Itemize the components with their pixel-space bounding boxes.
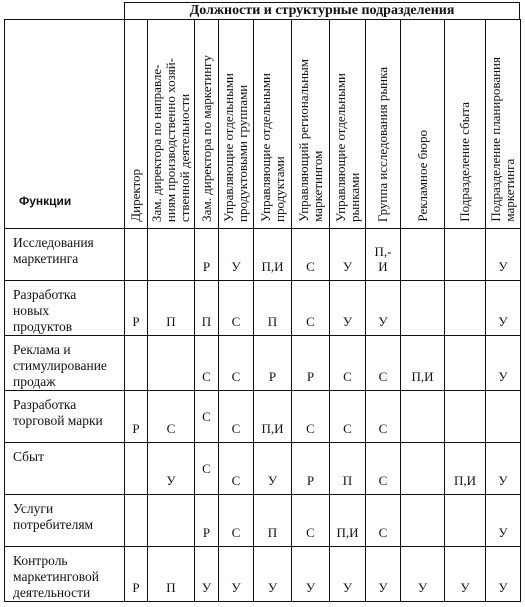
matrix-cell: У	[486, 547, 521, 602]
matrix-cell	[125, 443, 148, 495]
matrix-cell: У	[486, 229, 521, 281]
matrix-cell: У	[486, 281, 521, 336]
column-header-label: Подразделение планирования маркетинга	[488, 57, 517, 222]
matrix-cell: С	[366, 336, 401, 391]
table-row	[5, 547, 521, 602]
matrix-cell	[445, 229, 486, 281]
matrix-cell: Р	[125, 281, 148, 336]
column-header	[486, 20, 521, 229]
responsibility-matrix	[4, 19, 521, 602]
matrix-cell: У	[219, 547, 254, 602]
column-header	[219, 20, 254, 229]
column-header	[148, 20, 195, 229]
column-header	[401, 20, 445, 229]
matrix-cell: П,И	[330, 495, 366, 547]
matrix-cell: У	[330, 229, 366, 281]
matrix-cell	[148, 495, 195, 547]
table-row	[5, 495, 521, 547]
matrix-cell	[401, 229, 445, 281]
matrix-cell	[401, 281, 445, 336]
matrix-cell: У	[445, 547, 486, 602]
matrix-cell: У	[292, 547, 330, 602]
column-header-label: Подразделение сбыта	[457, 102, 472, 222]
matrix-cell: У	[330, 547, 366, 602]
column-header	[254, 20, 292, 229]
table-row	[5, 391, 521, 443]
matrix-cell: П,И	[401, 336, 445, 391]
matrix-cell	[401, 391, 445, 443]
matrix-cell: П,И	[254, 229, 292, 281]
table-row	[5, 443, 521, 495]
matrix-cell: С	[292, 281, 330, 336]
matrix-cell	[125, 495, 148, 547]
matrix-cell: У	[148, 443, 195, 495]
matrix-cell: С	[330, 391, 366, 443]
matrix-cell: Р	[125, 391, 148, 443]
column-header	[292, 20, 330, 229]
column-header-label: Директор	[128, 169, 143, 222]
column-header-label: Управляющие отдельными рынками	[332, 73, 362, 222]
functions-header: Функции	[5, 20, 125, 229]
column-header-label: Рекламное бюро	[414, 130, 430, 222]
matrix-cell	[445, 281, 486, 336]
function-cell: Разработка торговой марки	[5, 391, 125, 443]
column-header-label: Управляющие отдельными продуктовыми группами	[221, 73, 250, 222]
matrix-cell: С	[219, 495, 254, 547]
matrix-cell	[401, 443, 445, 495]
super-header: Должности и структурные подразделения	[124, 2, 520, 20]
column-header	[330, 20, 366, 229]
matrix-cell: С	[219, 443, 254, 495]
matrix-cell	[445, 391, 486, 443]
matrix-cell	[486, 391, 521, 443]
table-row	[5, 336, 521, 391]
matrix-cell: У	[254, 547, 292, 602]
matrix-cell: У	[254, 443, 292, 495]
matrix-cell: У	[486, 336, 521, 391]
matrix-cell: П	[195, 281, 219, 336]
matrix-cell: С	[219, 391, 254, 443]
matrix-cell: С	[195, 336, 219, 391]
matrix-cell: С	[330, 336, 366, 391]
matrix-cell: П	[330, 443, 366, 495]
matrix-cell: П,И	[445, 443, 486, 495]
function-cell: Контроль маркетинговой деятельности	[5, 547, 125, 602]
matrix-cell: П	[254, 495, 292, 547]
matrix-cell	[401, 495, 445, 547]
matrix-cell: У	[401, 547, 445, 602]
matrix-cell	[125, 336, 148, 391]
matrix-cell: Р	[292, 443, 330, 495]
matrix-cell	[148, 336, 195, 391]
column-header	[445, 20, 486, 229]
matrix-cell: Р	[292, 336, 330, 391]
column-header-label: Управляющие отдельными продуктами	[257, 73, 287, 222]
matrix-cell: С	[219, 336, 254, 391]
matrix-cell: С	[195, 391, 219, 443]
matrix-cell: С	[366, 495, 401, 547]
function-cell: Реклама и стимулирование продаж	[5, 336, 125, 391]
matrix-cell: У	[486, 495, 521, 547]
table-row	[5, 281, 521, 336]
matrix-cell: С	[292, 391, 330, 443]
function-cell: Исследования маркетинга	[5, 229, 125, 281]
matrix-cell: П	[148, 547, 195, 602]
matrix-cell: У	[366, 281, 401, 336]
matrix-cell: С	[366, 443, 401, 495]
matrix-cell: У	[330, 281, 366, 336]
matrix-cell: У	[486, 443, 521, 495]
column-header-label: Зам. директора по направле- ниям производственно хозяй- ственной деятельности	[149, 57, 192, 222]
matrix-cell	[445, 336, 486, 391]
function-cell: Разработка новых продуктов	[5, 281, 125, 336]
matrix-cell: У	[366, 547, 401, 602]
matrix-cell: П,- И	[366, 229, 401, 281]
matrix-cell: П	[148, 281, 195, 336]
matrix-cell	[445, 495, 486, 547]
column-header	[125, 20, 148, 229]
matrix-cell: С	[366, 391, 401, 443]
matrix-cell: С	[195, 443, 219, 495]
matrix-cell: П	[254, 281, 292, 336]
matrix-cell: У	[219, 229, 254, 281]
header-row	[5, 20, 521, 229]
column-header-label: Зам. директора по маркетингу	[198, 55, 214, 222]
table-row	[5, 229, 521, 281]
function-cell: Сбыт	[5, 443, 125, 495]
matrix-cell: С	[219, 281, 254, 336]
matrix-cell	[125, 229, 148, 281]
matrix-cell: Р	[254, 336, 292, 391]
column-header	[195, 20, 219, 229]
matrix-cell: П,И	[254, 391, 292, 443]
column-header-label: Управляющий региональным маркетингом	[295, 59, 325, 222]
matrix-cell: У	[195, 547, 219, 602]
matrix-cell: С	[292, 229, 330, 281]
matrix-cell: Р	[195, 229, 219, 281]
matrix-cell: Р	[195, 495, 219, 547]
matrix-cell: Р	[125, 547, 148, 602]
function-cell: Услуги потребителям	[5, 495, 125, 547]
column-header-label: Группа исследования рынка	[375, 66, 390, 222]
matrix-cell	[148, 229, 195, 281]
matrix-cell: С	[148, 391, 195, 443]
matrix-cell: С	[292, 495, 330, 547]
column-header	[366, 20, 401, 229]
